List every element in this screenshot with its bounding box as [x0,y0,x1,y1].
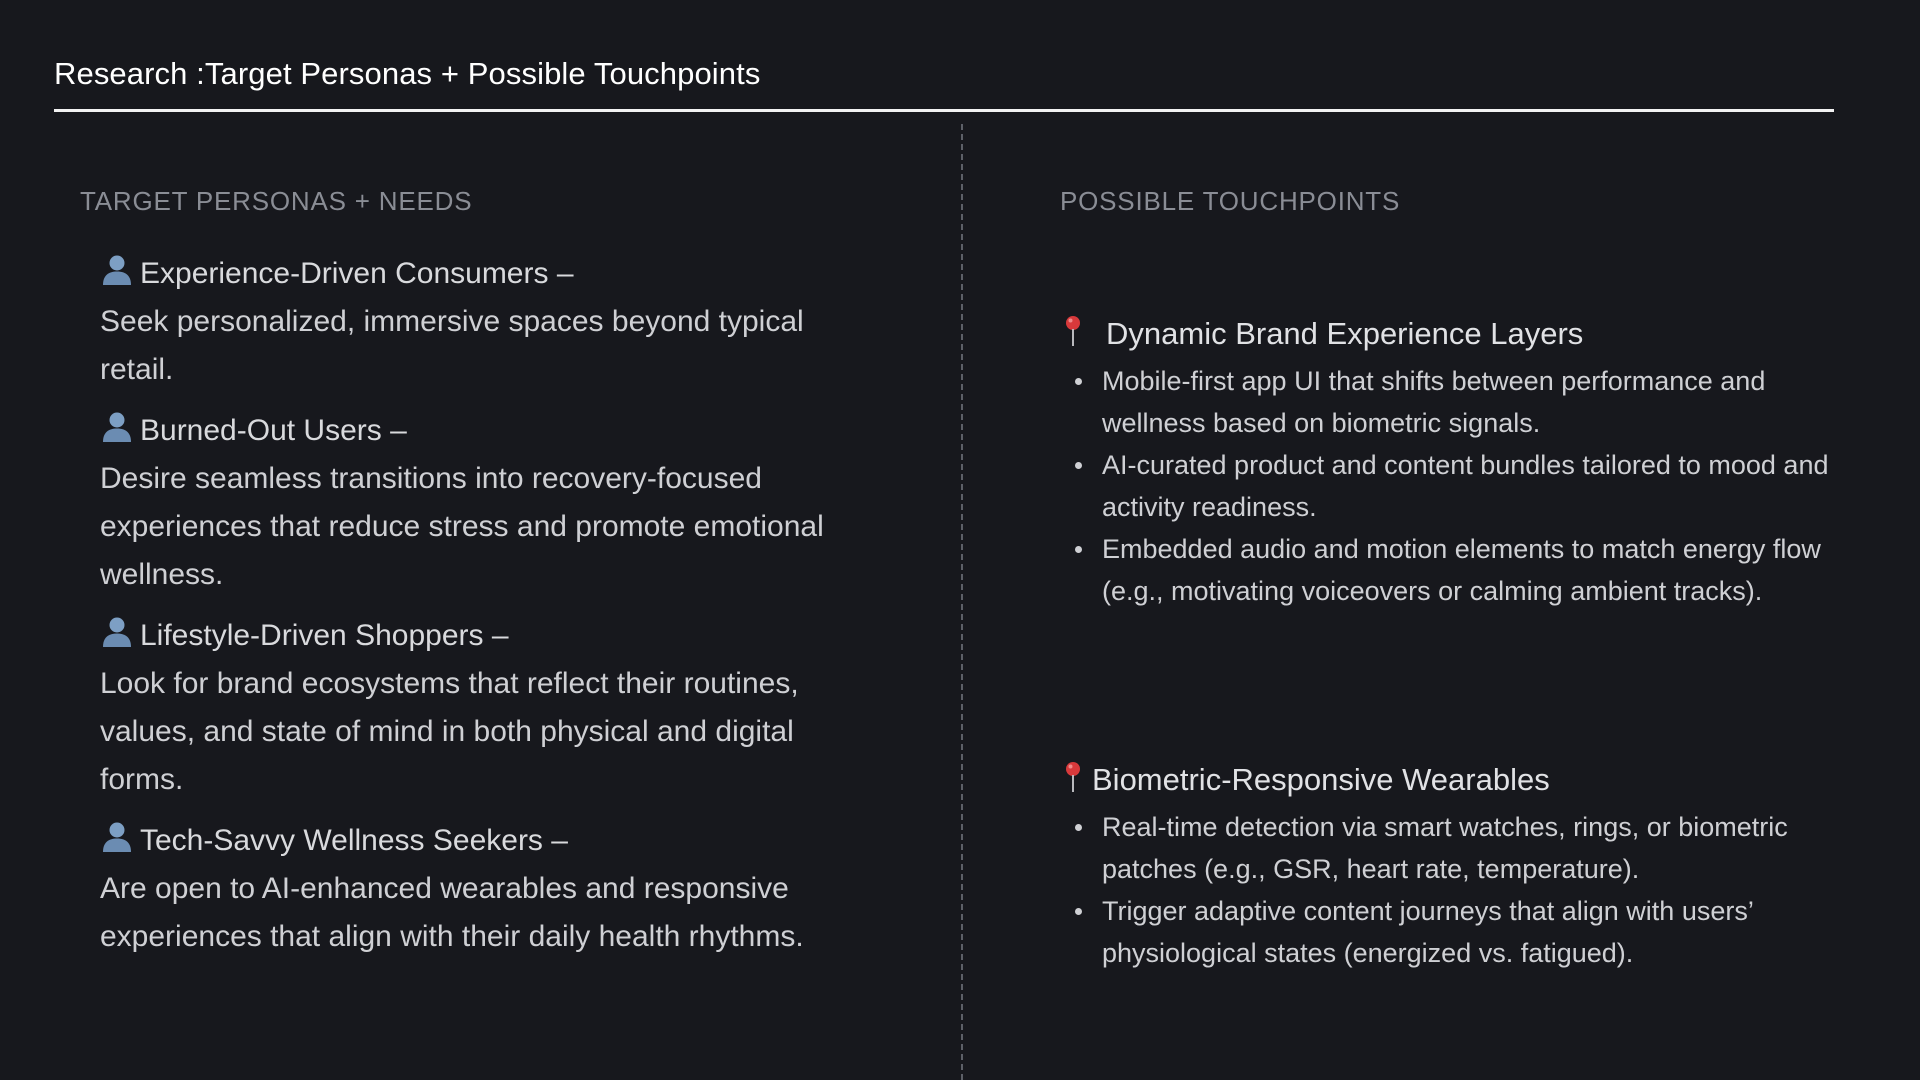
bullet-dot [1075,908,1082,915]
bullet-dot [1075,462,1082,469]
persona-item [100,817,880,961]
bullet-item: Embedded audio and motion elements to match energy flow (e.g., motivating voiceovers or calming ambient tracks). [1062,528,1842,612]
personas-heading: TARGET PERSONAS + NEEDS [80,186,473,216]
bullet-item: Trigger adaptive content journeys that align with users’ physiological states (energized vs. fatigued). [1062,890,1842,974]
touchpoint-group [1062,308,1842,612]
bullet-dot [1075,546,1082,553]
bullet-dot [1075,378,1082,385]
persona-item [100,407,880,599]
pin-icon [1062,761,1084,793]
page-title: Research :Target Personas + Possible Touchpoints [54,56,761,91]
person-icon [100,614,134,648]
touchpoint-title: Biometric-Responsive Wearables [1092,762,1550,797]
persona-description: Seek personalized, immersive spaces beyond typical retail. [100,305,804,386]
title-divider [54,109,1834,112]
persona-description: Desire seamless transitions into recovery-focused experiences that reduce stress and promote emotional wellness. [100,462,824,591]
personas-list [100,250,880,974]
person-icon [100,409,134,443]
bullet-item: AI-curated product and content bundles tailored to mood and activity readiness. [1062,444,1842,528]
bullet-item: Real-time detection via smart watches, rings, or biometric patches (e.g., GSR, heart rate, temperature). [1062,806,1842,890]
persona-item [100,612,880,804]
person-icon [100,252,134,286]
touchpoint-bullets [1062,806,1842,974]
bullet-dot [1075,824,1082,831]
pin-icon [1062,315,1084,347]
persona-name: Burned-Out Users – [140,414,407,447]
persona-description: Look for brand ecosystems that reflect their routines, values, and state of mind in both physical and digital forms. [100,667,799,796]
persona-name: Lifestyle-Driven Shoppers – [140,619,509,652]
touchpoint-title: Dynamic Brand Experience Layers [1106,316,1584,351]
touchpoint-bullets [1062,360,1842,612]
persona-name: Experience-Driven Consumers – [140,257,574,290]
persona-description: Are open to AI-enhanced wearables and responsive experiences that align with their daily health rhythms. [100,872,804,953]
touchpoints-heading: POSSIBLE TOUCHPOINTS [1060,186,1401,216]
bullet-item: Mobile-first app UI that shifts between performance and wellness based on biometric signals. [1062,360,1842,444]
persona-name: Tech-Savvy Wellness Seekers – [140,824,568,857]
touchpoint-group [1062,754,1842,974]
column-divider [961,124,963,1080]
person-icon [100,819,134,853]
persona-item [100,250,880,394]
